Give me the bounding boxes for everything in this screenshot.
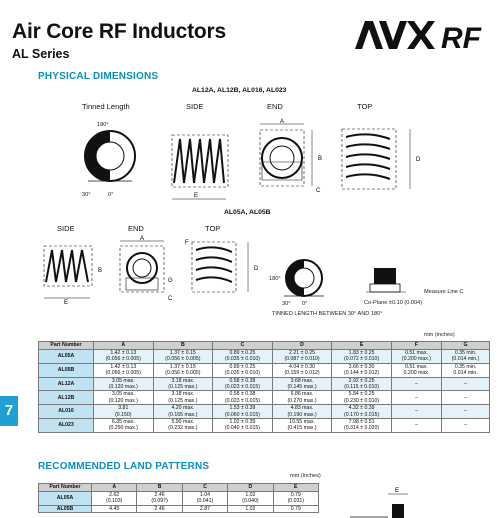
table-header: C <box>182 484 227 492</box>
table-cell: – <box>391 391 441 405</box>
table-row <box>39 505 319 512</box>
table-cell: 1.42 ± 0.13 (0.056 ± 0.005) <box>94 363 154 377</box>
coplane-drawing <box>366 262 406 300</box>
tinned-length-drawing <box>80 118 140 198</box>
table-cell: 3.05 max. (0.120 max.) <box>94 377 154 391</box>
svg-text:D: D <box>416 157 421 163</box>
land-pattern-drawing <box>350 488 410 518</box>
svg-text:A: A <box>280 119 285 125</box>
tinned-note: TINNED LENGTH BETWEEN 30° AND 180° <box>272 311 383 317</box>
table-cell: 4.83 max. (0.190 max.) <box>272 405 332 419</box>
view2-label-top: TOP <box>205 224 221 233</box>
svg-text:RF: RF <box>441 22 481 55</box>
part-number-cell: AL12A <box>39 377 94 391</box>
svg-text:F: F <box>185 240 189 246</box>
measure-line-label: Measure Line C <box>424 289 464 295</box>
table-cell: 0.89 ± 0.25 (0.035 ± 0.010) <box>213 363 273 377</box>
table-row <box>39 492 319 506</box>
group2-caption: AL05A, AL05B <box>224 209 271 216</box>
table-cell: 2.21 ± 0.25 (0.087 ± 0.010) <box>272 350 332 364</box>
table-cell: 0.51 max. (0.200 max.) <box>391 350 441 364</box>
table-cell: 2.92 ± 0.25 (0.115 ± 0.010) <box>332 377 392 391</box>
table-cell: 1.83 ± 0.25 (0.072 ± 0.010) <box>332 350 392 364</box>
dimension-table <box>38 341 490 433</box>
table-cell: 3.81 (0.150) <box>94 405 154 419</box>
section-land-patterns: RECOMMENDED LAND PATTERNS <box>38 461 210 472</box>
table-header: E <box>332 342 392 350</box>
table-cell: 1.02 <box>228 505 273 512</box>
table-header: A <box>92 484 137 492</box>
table-cell: 3.18 max. (0.125 max.) <box>153 377 213 391</box>
table-cell: – <box>391 405 441 419</box>
view2-label-side: SIDE <box>57 224 75 233</box>
top-view-drawing <box>338 127 428 195</box>
table-cell: – <box>391 377 441 391</box>
table-cell: 2.62 (0.103) <box>92 492 137 506</box>
coplane-label: Co-Plane ±0.10 (0.004) <box>364 300 423 306</box>
table-header: Part Number <box>39 342 94 350</box>
table-cell: 1.04 (0.041) <box>182 492 227 506</box>
table-cell: 5.84 ± 0.25 (0.230 ± 0.010) <box>332 391 392 405</box>
table-cell: 6.86 max. (0.270 max.) <box>272 391 332 405</box>
table-cell: 4.20 max. (0.165 max.) <box>153 405 213 419</box>
table-header: B <box>153 342 213 350</box>
table-cell: 0.35 min. (0.014 min.) <box>442 350 490 364</box>
series-title: AL Series <box>12 47 70 61</box>
part-number-cell: AL05A <box>39 350 94 364</box>
table-cell: 4.04 ± 0.30 (0.159 ± 0.012) <box>272 363 332 377</box>
tinned-length-drawing-2 <box>280 256 330 300</box>
table-cell: – <box>391 419 441 433</box>
section-physical-dimensions: PHYSICAL DIMENSIONS <box>38 71 159 82</box>
table-cell: 1.02 ± 0.39 (0.040 ± 0.015) <box>213 419 273 433</box>
svg-text:E: E <box>395 488 400 494</box>
table-cell: 0.79 (0.031) <box>273 492 318 506</box>
table-cell: – <box>442 377 490 391</box>
part-number-cell: AL05A <box>39 492 92 506</box>
side-view2-drawing <box>42 240 104 308</box>
svg-text:C: C <box>316 188 321 194</box>
table-cell: – <box>442 405 490 419</box>
svg-text:E: E <box>64 300 69 306</box>
svg-text:G: G <box>168 278 173 284</box>
table-cell: 2.87 <box>182 505 227 512</box>
part-number-cell: AL016 <box>39 405 94 419</box>
svg-text:B: B <box>318 156 323 162</box>
table-cell: 3.68 max. (0.145 max.) <box>272 377 332 391</box>
group1-caption: AL12A, AL12B, AL016, AL023 <box>192 87 287 94</box>
dimension-units: mm (inches) <box>424 332 455 338</box>
table-cell: – <box>442 419 490 433</box>
table-cell: 0.79 <box>273 505 318 512</box>
table-row <box>39 350 490 364</box>
table-cell: 5.90 max. (0.232 max.) <box>153 419 213 433</box>
table-cell: 0.89 ± 0.25 (0.035 ± 0.010) <box>213 350 273 364</box>
table-header: A <box>94 342 154 350</box>
table-row <box>39 391 490 405</box>
table-row <box>39 363 490 377</box>
table-cell: 1.53 ± 0.39 (0.060 ± 0.015) <box>213 405 273 419</box>
view-label-top: TOP <box>357 102 373 111</box>
table-cell: 2.46 <box>137 505 182 512</box>
land-units: mm (inches) <box>290 473 321 479</box>
table-row <box>39 377 490 391</box>
table-cell: – <box>442 391 490 405</box>
svg-text:E: E <box>194 193 199 199</box>
table-header: E <box>273 484 318 492</box>
end-view-drawing <box>258 120 334 200</box>
end-view2-drawing <box>116 238 180 304</box>
part-number-cell: AL05B <box>39 505 92 512</box>
table-cell: 7.98 ± 0.51 (0.314 ± 0.020) <box>332 419 392 433</box>
table-cell: 1.37 ± 0.15 (0.056 ± 0.005) <box>153 363 213 377</box>
table-cell: 6.35 max. (0.250 max.) <box>94 419 154 433</box>
table-cell: 1.42 ± 0.13 (0.056 ± 0.005) <box>94 350 154 364</box>
page-tab: 7 <box>0 396 18 426</box>
table-cell: 0.58 ± 0.38 (0.023 ± 0.015) <box>213 391 273 405</box>
svg-text:A: A <box>140 236 145 242</box>
table-header: Part Number <box>39 484 92 492</box>
avx-rf-logo <box>353 17 491 53</box>
table-cell: 3.66 ± 0.30 (0.144 ± 0.012) <box>332 363 392 377</box>
table-header: B <box>137 484 182 492</box>
svg-text:B: B <box>98 268 103 274</box>
view2-label-end: END <box>128 224 144 233</box>
table-header: D <box>272 342 332 350</box>
land-pattern-table <box>38 483 319 513</box>
table-cell: 0.35 min. 0.014 min. <box>442 363 490 377</box>
svg-text:C: C <box>168 296 173 302</box>
table-cell: 4.32 ± 0.39 (0.170 ± 0.015) <box>332 405 392 419</box>
table-cell: 0.51 max. 0.200 max. <box>391 363 441 377</box>
part-number-cell: AL12B <box>39 391 94 405</box>
table-cell: 1.02 (0.040) <box>228 492 273 506</box>
svg-text:D: D <box>254 266 259 272</box>
table-cell: 3.05 max. (0.120 max.) <box>94 391 154 405</box>
table-cell: 1.37 ± 0.15 (0.056 ± 0.005) <box>153 350 213 364</box>
table-header: G <box>442 342 490 350</box>
page-title: Air Core RF Inductors <box>12 20 226 43</box>
table-cell: 3.18 max. (0.125 max.) <box>153 391 213 405</box>
table-header: C <box>213 342 273 350</box>
top-view2-drawing <box>182 236 264 302</box>
table-header: F <box>391 342 441 350</box>
view-label-end: END <box>267 102 283 111</box>
view-label-side: SIDE <box>186 102 204 111</box>
table-cell: 2.46 (0.097) <box>137 492 182 506</box>
part-number-cell: AL023 <box>39 419 94 433</box>
table-cell: 0.58 ± 0.38 (0.023 ± 0.015) <box>213 377 273 391</box>
table-row <box>39 405 490 419</box>
side-view-drawing <box>170 133 234 205</box>
view-label-tinned: Tinned Length <box>82 102 130 111</box>
table-header: D <box>228 484 273 492</box>
table-cell: 4.45 <box>92 505 137 512</box>
table-row <box>39 419 490 433</box>
table-cell: 10.55 max. (0.415 max.) <box>272 419 332 433</box>
part-number-cell: AL05B <box>39 363 94 377</box>
